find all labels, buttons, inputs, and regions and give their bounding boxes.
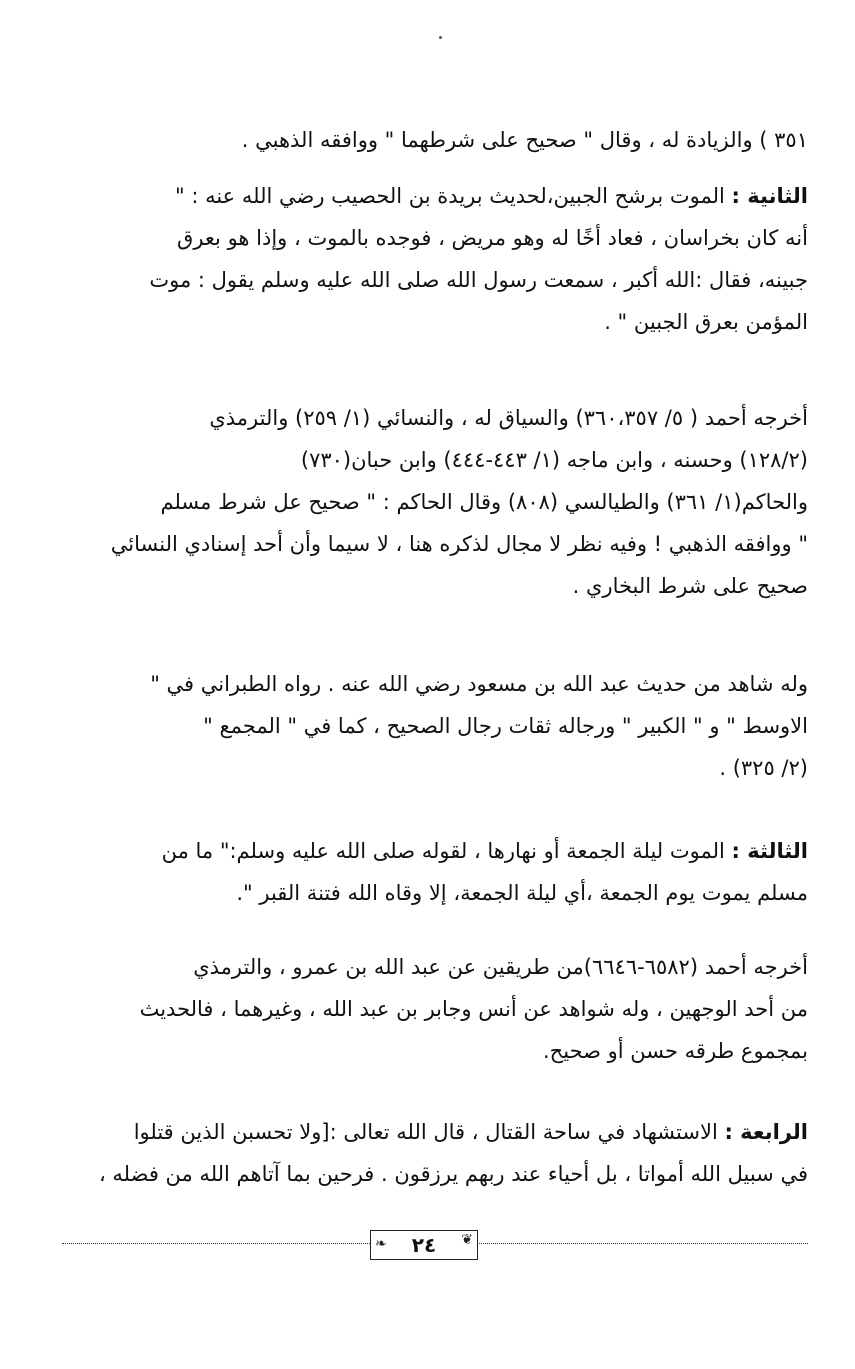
text-line: جبينه، فقال :الله أكبر ، سمعت رسول الله صلى الله عليه وسلم يقول : موت bbox=[149, 268, 808, 292]
text-line: صحيح على شرط البخاري . bbox=[572, 574, 808, 598]
page-number-box bbox=[370, 1230, 478, 1260]
text-line: الاوسط " و " الكبير " ورجاله ثقات رجال الصحيح ، كما في " المجمع " bbox=[203, 714, 808, 738]
text-line: " ووافقه الذهبي ! وفيه نظر لا مجال لذكره هنا ، لا سيما وأن أحد إسنادي النسائي bbox=[110, 532, 808, 556]
text-line: أخرجه أحمد ( ٥/ ٣٦٠،٣٥٧) والسياق له ، والنسائي (١/ ٢٥٩) والترمذي bbox=[209, 406, 808, 430]
text-line-rest: الموت ليلة الجمعة أو نهارها ، لقوله صلى الله عليه وسلم:" ما من bbox=[161, 839, 732, 863]
text-line: (١٢٨/٢) وحسنه ، وابن ماجه (١/ ٤٤٣-٤٤٤) وابن حبان(٧٣٠) bbox=[300, 448, 808, 472]
paragraph-fourth-sign bbox=[60, 1111, 808, 1195]
paragraph-third-sign bbox=[60, 830, 808, 914]
paragraph-witness bbox=[60, 663, 808, 789]
text-line: ٣٥١ ) والزيادة له ، وقال " صحيح على شرطهما " ووافقه الذهبي . bbox=[241, 128, 808, 152]
text-line: بمجموع طرقه حسن أو صحيح. bbox=[543, 1039, 808, 1063]
text-line: من أحد الوجهين ، وله شواهد عن أنس وجابر بن عبد الله ، وغيرهما ، فالحديث bbox=[139, 997, 808, 1021]
text-line bbox=[60, 830, 808, 872]
text-line: في سبيل الله أمواتا ، بل أحياء عند ربهم يرزقون . فرحين بما آتاهم الله من فضله ، bbox=[98, 1162, 808, 1186]
text-line: أخرجه أحمد (٦٥٨٢-٦٦٤٦)من طريقين عن عبد الله بن عمرو ، والترمذي bbox=[193, 955, 808, 979]
paragraph-takhrij-1 bbox=[60, 397, 808, 607]
text-line: وله شاهد من حديث عبد الله بن مسعود رضي الله عنه . رواه الطبراني في " bbox=[150, 672, 808, 696]
section-lead: الثالثة : bbox=[731, 839, 808, 863]
paragraph-second-sign bbox=[60, 175, 808, 343]
page-number: ٢٤ bbox=[411, 1233, 437, 1257]
text-line: مسلم يموت يوم الجمعة ،أي ليلة الجمعة، إلا وقاه الله فتنة القبر ". bbox=[236, 881, 808, 905]
text-line-rest: الموت برشح الجبين،لحديث بريدة بن الحصيب رضي الله عنه : " bbox=[175, 184, 732, 208]
section-lead: الرابعة : bbox=[724, 1120, 808, 1144]
section-lead: الثانية : bbox=[731, 184, 808, 208]
text-line: (٢/ ٣٢٥) . bbox=[719, 756, 808, 780]
text-line: والحاكم(١/ ٣٦١) والطيالسي (٨٠٨) وقال الحاكم : " صحيح عل شرط مسلم bbox=[160, 490, 808, 514]
text-line: أنه كان بخراسان ، فعاد أخًا له وهو مريض ، فوجده بالموت ، وإذا هو بعرق bbox=[177, 226, 808, 250]
ornament-icon: ❧ bbox=[375, 1236, 387, 1252]
paragraph-citation-end bbox=[60, 119, 808, 161]
text-line bbox=[60, 175, 808, 217]
text-line: المؤمن بعرق الجبين " . bbox=[604, 310, 808, 334]
scan-speck bbox=[439, 36, 442, 39]
text-line-rest: الاستشهاد في ساحة القتال ، قال الله تعالى :[ولا تحسبن الذين قتلوا bbox=[133, 1120, 725, 1144]
paragraph-takhrij-2 bbox=[60, 946, 808, 1072]
ornament-icon: ❦ bbox=[461, 1232, 473, 1248]
text-line bbox=[60, 1111, 808, 1153]
